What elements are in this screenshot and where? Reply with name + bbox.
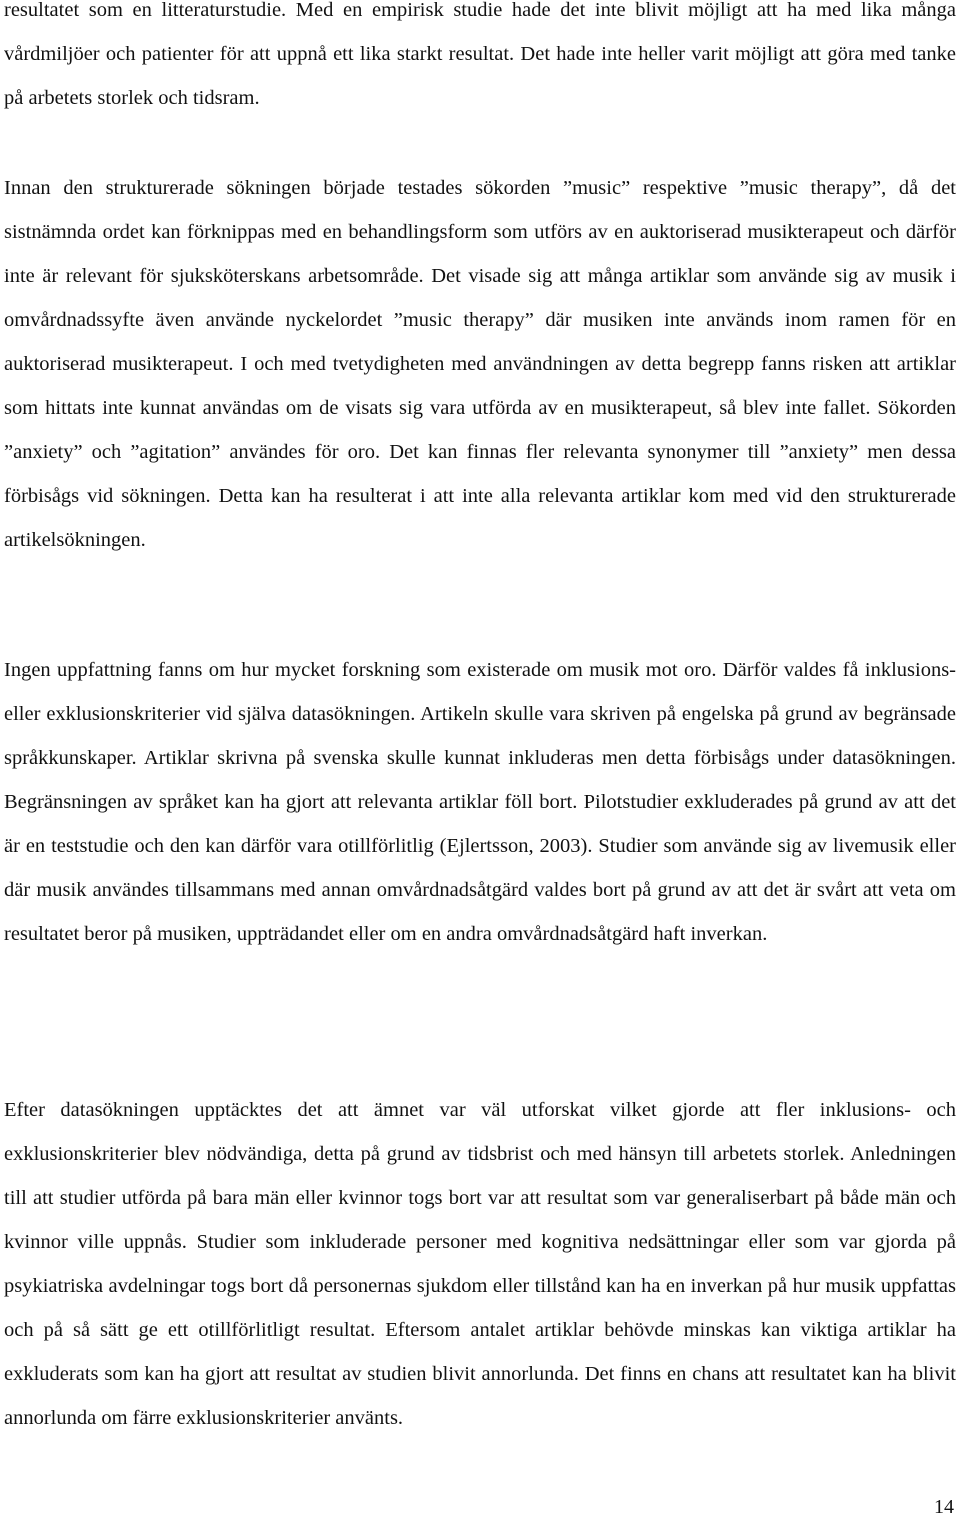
page-number: 14 — [934, 1496, 954, 1518]
paragraph-3: Ingen uppfattning fanns om hur mycket forskning som existerade om musik mot oro. Därför valdes få inklusions- eller exklusionskriterier vid själva datasökningen. Artikeln skulle vara skriven på engelska på grund av begränsade språkkunskaper. Artiklar skrivna på svenska skulle kunnat inkluderas men detta förbisågs under datasökningen. Begränsningen av språket kan ha gjort att relevanta artiklar föll bort. Pilotstudier exkluderades på grund av att det är en teststudie och den kan därför vara otillförlitlig (Ejlertsson, 2003). Studier som använde sig av livemusik eller där musik användes tillsammans med annan omvårdnadsåtgärd valdes bort på grund av att det är svårt att veta om resultatet beror på musiken, uppträdandet eller om en andra omvårdnadsåtgärd haft inverkan. — [4, 659, 956, 945]
paragraph-2: Innan den strukturerade sökningen började testades sökorden ”music” respektive ”music therapy”, då det sistnämnda ordet kan förknippas med en behandlingsform som utförs av en auktoriserad musikterapeut och därför inte är relevant för sjuksköterskans arbetsområde. Det visade sig att många artiklar som använde sig av musik i omvårdnadssyfte även använde nyckelordet ”music therapy” där musiken inte används inom ramen för en auktoriserad musikterapeut. I och med tvetydigheten med användningen av detta begrepp fanns risken att artiklar som hittats inte kunnat användas om de visats sig vara utförda av en musikterapeut, så blev inte fallet. Sökorden ”anxiety” och ”agitation” användes för oro. Det kan finnas fler relevanta synonymer till ”anxiety” men dessa förbisågs vid sökningen. Detta kan ha resulterat i att inte alla relevanta artiklar kom med vid den strukturerade artikelsökningen. — [4, 177, 956, 551]
paragraph-1: resultatet som en litteraturstudie. Med en empirisk studie hade det inte blivit möjligt att ha med lika många vårdmiljöer och patienter för att uppnå ett lika starkt resultat. Det hade inte heller varit möjligt att göra med tanke på arbetets storlek och tidsram. — [4, 0, 956, 109]
paragraph-4: Efter datasökningen upptäcktes det att ämnet var väl utforskat vilket gjorde att fler inklusions- och exklusionskriterier blev nödvändiga, detta på grund av tidsbrist och med hänsyn till arbetets storlek. Anledningen till att studier utförda på bara män eller kvinnor togs bort var att resultat som var generaliserbart på både män och kvinnor ville uppnås. Studier som inkluderade personer med kognitiva nedsättningar eller som var gjorda på psykiatriska avdelningar togs bort då personernas sjukdom eller tillstånd kan ha en inverkan på hur musik uppfattas och på så sätt ge ett otillförlitligt resultat. Eftersom antalet artiklar behövde minskas kan viktiga artiklar ha exkluderats som kan ha gjort att resultat av studien blivit annorlunda. Det finns en chans att resultatet kan ha blivit annorlunda om färre exklusionskriterier använts. — [4, 1099, 956, 1429]
